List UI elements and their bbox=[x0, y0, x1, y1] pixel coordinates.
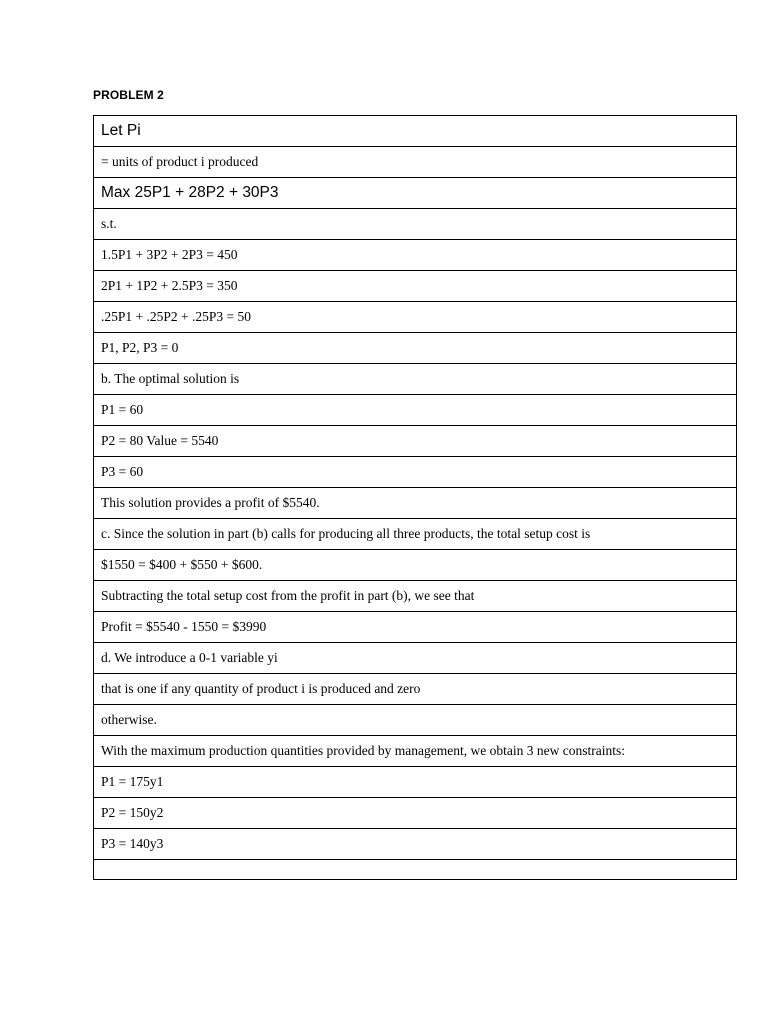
table-row bbox=[94, 457, 737, 488]
table-row bbox=[94, 302, 737, 333]
table-cell: P1 = 175y1 bbox=[94, 767, 737, 798]
table-row bbox=[94, 209, 737, 240]
table-cell: .25P1 + .25P2 + .25P3 = 50 bbox=[94, 302, 737, 333]
table-row bbox=[94, 612, 737, 643]
table-row bbox=[94, 736, 737, 767]
table-row bbox=[94, 550, 737, 581]
table-row-empty bbox=[94, 860, 737, 880]
table-cell: P3 = 60 bbox=[94, 457, 737, 488]
table-cell: 2P1 + 1P2 + 2.5P3 = 350 bbox=[94, 271, 737, 302]
table-row bbox=[94, 798, 737, 829]
table-row bbox=[94, 581, 737, 612]
table-row bbox=[94, 829, 737, 860]
table-cell: s.t. bbox=[94, 209, 737, 240]
table-cell: P1 = 60 bbox=[94, 395, 737, 426]
table-cell: P1, P2, P3 = 0 bbox=[94, 333, 737, 364]
table-cell: b. The optimal solution is bbox=[94, 364, 737, 395]
table-row bbox=[94, 519, 737, 550]
table-cell: = units of product i produced bbox=[94, 147, 737, 178]
table-row bbox=[94, 643, 737, 674]
table-cell: d. We introduce a 0-1 variable yi bbox=[94, 643, 737, 674]
table-cell: $1550 = $400 + $550 + $600. bbox=[94, 550, 737, 581]
table-row bbox=[94, 147, 737, 178]
table-cell: c. Since the solution in part (b) calls for producing all three products, the total setup cost is bbox=[94, 519, 737, 550]
table-cell: Let Pi bbox=[94, 116, 737, 147]
table-row bbox=[94, 767, 737, 798]
solution-table bbox=[93, 115, 737, 880]
table-cell: P2 = 150y2 bbox=[94, 798, 737, 829]
table-cell: Profit = $5540 - 1550 = $3990 bbox=[94, 612, 737, 643]
table-cell: Subtracting the total setup cost from the profit in part (b), we see that bbox=[94, 581, 737, 612]
table-cell: P3 = 140y3 bbox=[94, 829, 737, 860]
table-cell: This solution provides a profit of $5540. bbox=[94, 488, 737, 519]
table-row bbox=[94, 116, 737, 147]
table-row bbox=[94, 333, 737, 364]
table-row bbox=[94, 178, 737, 209]
table-row bbox=[94, 240, 737, 271]
table-row bbox=[94, 395, 737, 426]
table-cell: 1.5P1 + 3P2 + 2P3 = 450 bbox=[94, 240, 737, 271]
table-row bbox=[94, 271, 737, 302]
table-cell-empty bbox=[94, 860, 737, 880]
table-row bbox=[94, 488, 737, 519]
table-row bbox=[94, 674, 737, 705]
table-cell: that is one if any quantity of product i is produced and zero bbox=[94, 674, 737, 705]
table-cell: With the maximum production quantities provided by management, we obtain 3 new constraints: bbox=[94, 736, 737, 767]
table-cell: otherwise. bbox=[94, 705, 737, 736]
table-cell: P2 = 80 Value = 5540 bbox=[94, 426, 737, 457]
table-cell: Max 25P1 + 28P2 + 30P3 bbox=[94, 178, 737, 209]
table-row bbox=[94, 705, 737, 736]
table-row bbox=[94, 426, 737, 457]
table-row bbox=[94, 364, 737, 395]
document-heading: PROBLEM 2 bbox=[93, 88, 164, 102]
